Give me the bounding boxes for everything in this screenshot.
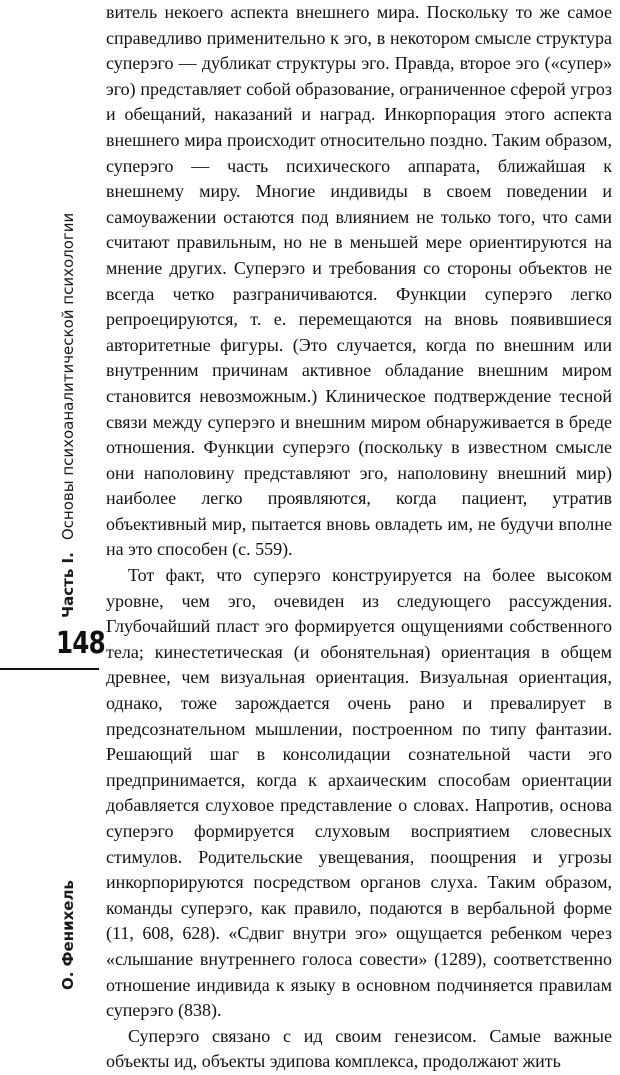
page-number-rule (0, 668, 99, 670)
page-number: 148 (56, 626, 105, 661)
paragraph: Тот факт, что суперэго конструируется на более высоком уровне, чем эго, очевиден из следующего рассуждения. Глубочайший пласт эго формируется ощущениями собственного тела; кинестетическая (и обонятельная) ориентация в общем древнее, чем визуальная ориентация. Визуальная ориентация, однако, тоже зарождается очень рано и превалирует в предсознательном мышлении, построенном по типу фантазии. Решающий шаг в консолидации сознательной части эго предпринимается, когда к архаическим способам ориентации добавляется слуховое представление о словах. Напротив, основа суперэго формируется слуховым восприятием словесных стимулов. Родительские увещевания, поощрения и угрозы инкорпорируются посредством органов слуха. Таким образом, команды суперэго, как правило, подаются в вербальной форме (11, 608, 628). «Сдвиг внутри эго» ощущается ребенком через «слышание внутреннего голоса совести» (1289), соответственно отношение индивида к языку в основном подчиняется правилам суперэго (838). (106, 565, 612, 1021)
page-margin (0, 0, 105, 997)
running-author: О. Фенихель (59, 880, 77, 990)
running-header-part: Часть I. (59, 552, 77, 618)
paragraph-continuation: витель некоего аспекта внешнего мира. Поскольку то же самое справедливо применительно к эго, в некотором смысле структура суперэго — дубликат структуры эго. Правда, второе эго («супер» эго) представляет собой образование, ограниченное сферой угроз и обещаний, наказаний и наград. Инкорпорация этого аспекта внешнего мира происходит относительно поздно. Таким образом, суперэго — часть психического аппарата, ближайшая к внешнему миру. Многие индивиды в своем поведении и самоуважении остаются под влиянием не только того, что сами считают правильным, но не в меньшей мере ориентируются на мнение других. Суперэго и требования со стороны объектов не всегда четко разграничиваются. Функции суперэго легко репроецируются, т. е. перемещаются на вновь появившиеся авторитетные фигуры. (Это случается, когда по внешним или внутренним причинам активное обладание внешним миром становится невозможным.) Клиническое подтверждение тесной связи между суперэго и внешним миром обнаруживается в бреде отношения. Функции суперэго (поскольку в известном смысле они наполовину представляют эго, наполовину внешний мир) наиболее легко проявляются, когда пациент, утратив объективный мир, пытается вновь овладеть им, не будучи вполне на это способен (с. 559). (106, 2, 612, 560)
running-header (56, 178, 80, 618)
running-header-section-title: Основы психоаналитической психологии (59, 212, 77, 541)
paragraph: Суперэго связано с ид своим генезисом. Самые важные объекты ид, объекты эдипова комплекса, продолжают жить (106, 1025, 612, 1072)
body-text (106, 0, 612, 1075)
